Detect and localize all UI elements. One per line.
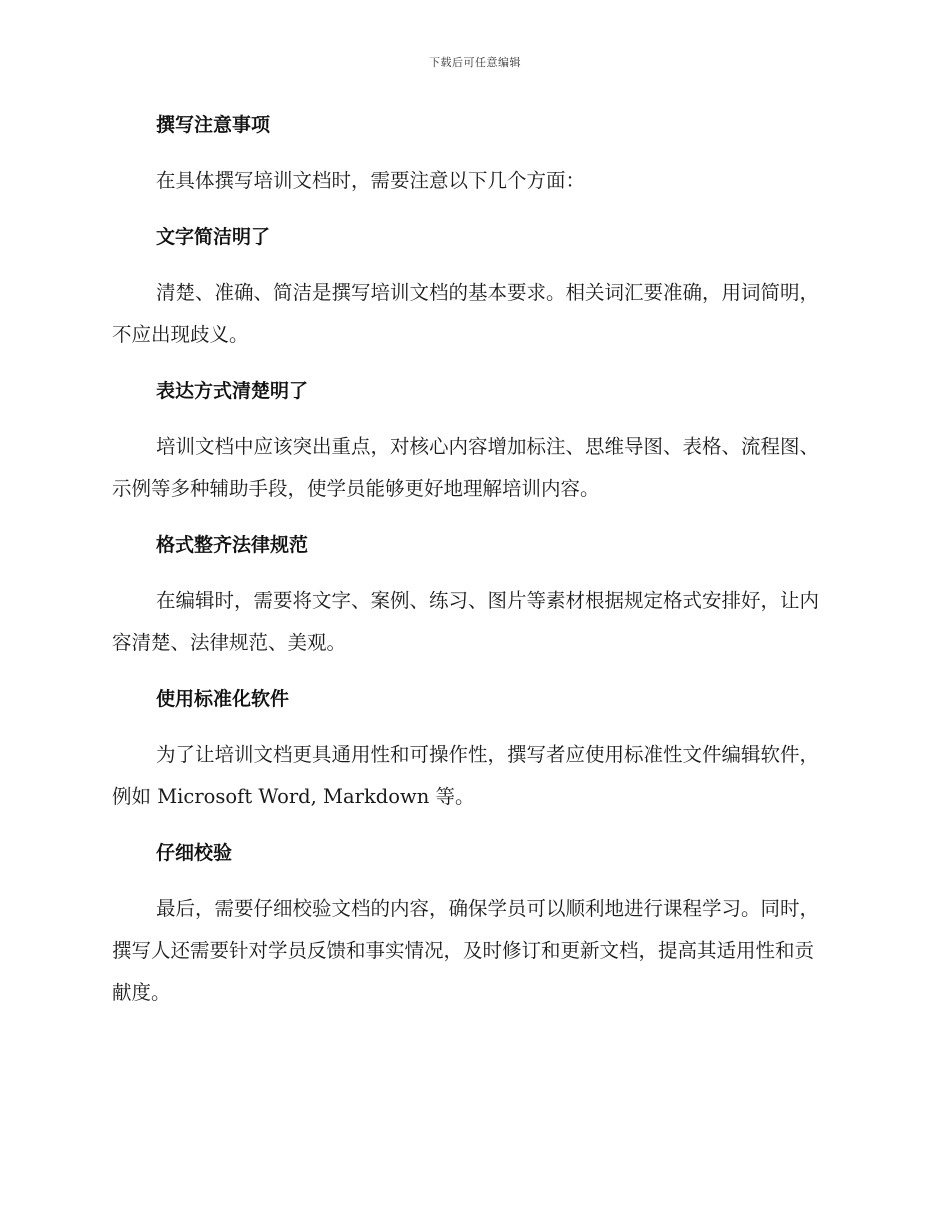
section-heading-software: 使用标准化软件 <box>156 688 290 710</box>
section-body-software: 为了让培训文档更具通用性和可操作性，撰写者应使用标准性文件编辑软件，例如 Microsoft Word, Markdown 等。 <box>112 743 820 808</box>
document-body <box>112 104 832 1014</box>
section-heading-expression: 表达方式清楚明了 <box>156 380 309 402</box>
section-body-proofread: 最后，需要仔细校验文档的内容，确保学员可以顺利地进行课程学习。同时，撰写人还需要针对学员反馈和事实情况，及时修订和更新文档，提高其适用性和贡献度。 <box>112 897 820 1004</box>
section-heading-proofread: 仔细校验 <box>156 842 233 864</box>
section-heading-format: 格式整齐法律规范 <box>156 534 309 556</box>
page-header: 下载后可任意编辑 <box>429 56 521 69</box>
section-heading-concise: 文字简洁明了 <box>156 226 271 248</box>
section-body-format: 在编辑时，需要将文字、案例、练习、图片等素材根据规定格式安排好，让内容清楚、法律规范、美观。 <box>112 589 820 654</box>
document-title: 撰写注意事项 <box>156 114 271 136</box>
section-body-concise: 清楚、准确、简洁是撰写培训文档的基本要求。相关词汇要准确，用词简明，不应出现歧义。 <box>112 281 820 346</box>
intro-paragraph: 在具体撰写培训文档时，需要注意以下几个方面： <box>156 169 586 192</box>
section-body-expression: 培训文档中应该突出重点，对核心内容增加标注、思维导图、表格、流程图、示例等多种辅助手段，使学员能够更好地理解培训内容。 <box>112 435 820 500</box>
